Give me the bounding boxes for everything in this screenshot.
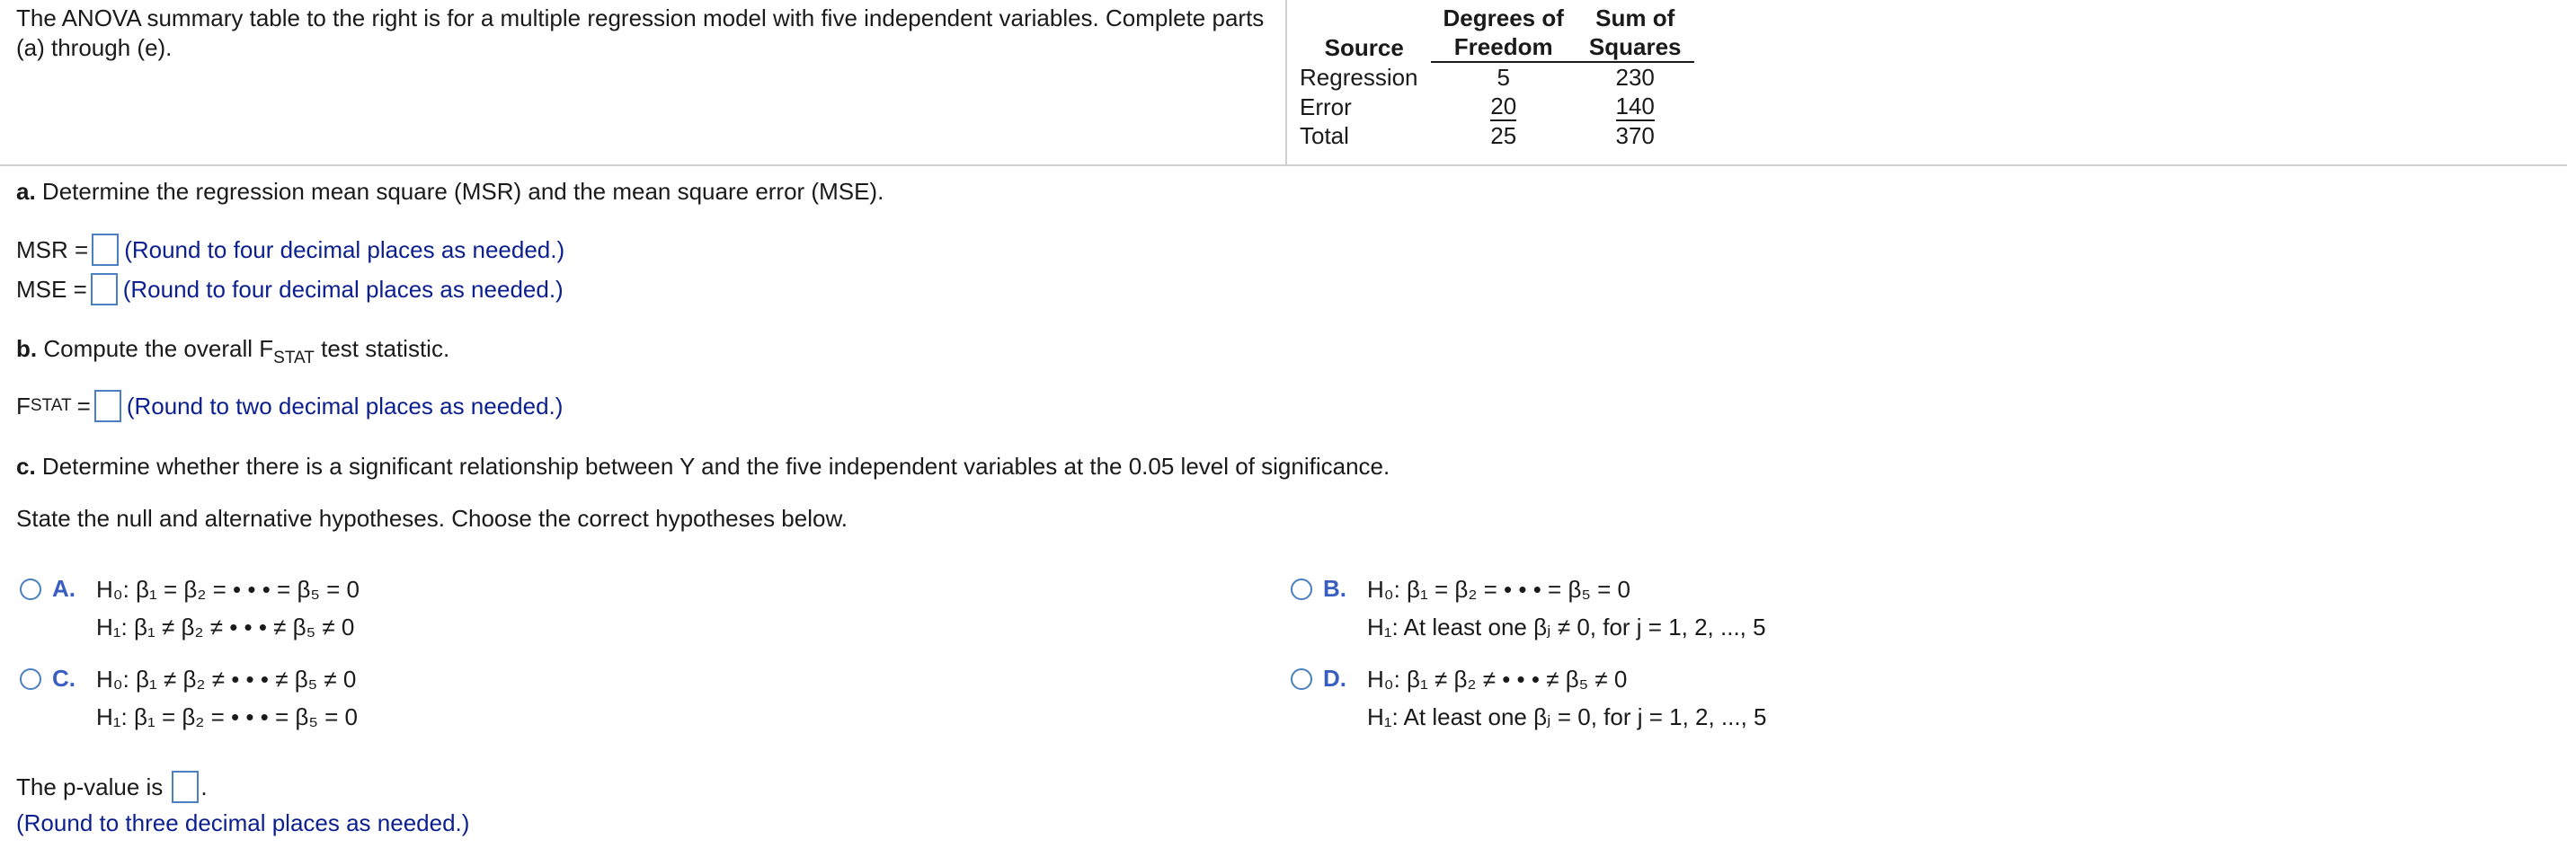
- row-source: Regression: [1300, 63, 1418, 91]
- table-row: [1298, 92, 1694, 121]
- option-d-letter: D.: [1323, 665, 1346, 692]
- header-ss-line1: Sum of: [1595, 4, 1675, 31]
- pvalue-label: The p-value is: [16, 773, 164, 800]
- row-df: 5: [1497, 64, 1510, 91]
- pvalue-row: [16, 771, 208, 803]
- mse-hint: (Round to four decimal places as needed.): [122, 275, 564, 303]
- fstat-row: F STAT = (Round to two decimal places as needed.): [16, 390, 563, 422]
- part-a-label: a.: [16, 178, 36, 205]
- option-b-h0: H₀: β₁ = β₂ = • • • = β₅ = 0: [1367, 576, 1630, 603]
- option-c-h1: H₁: β₁ = β₂ = • • • = β₅ = 0: [96, 703, 358, 730]
- mse-input[interactable]: [91, 273, 118, 305]
- fstat-input[interactable]: [94, 390, 121, 422]
- option-d-radio[interactable]: [1291, 668, 1312, 690]
- pvalue-period: .: [200, 773, 208, 800]
- option-b-letter: B.: [1323, 575, 1346, 602]
- part-b-text-post: test statistic.: [321, 335, 450, 362]
- fstat-label: F: [16, 392, 31, 420]
- hypothesis-instruction: State the null and alternative hypotheses. Choose the correct hypotheses below.: [16, 505, 848, 532]
- row-source: Total: [1300, 122, 1349, 149]
- pvalue-hint: (Round to three decimal places as needed.): [16, 809, 470, 836]
- header-df-line1: Degrees of: [1443, 4, 1564, 31]
- anova-table: [1298, 4, 1694, 150]
- option-b-radio[interactable]: [1291, 579, 1312, 600]
- row-ss: 230: [1615, 64, 1655, 91]
- mse-row: [16, 273, 564, 305]
- part-c-text: Determine whether there is a significant relationship between Y and the five independent variables at the 0.05 level of significance.: [41, 453, 1390, 480]
- option-a-h0: H₀: β₁ = β₂ = • • • = β₅ = 0: [96, 576, 360, 603]
- msr-input[interactable]: [92, 234, 119, 266]
- problem-prompt: The ANOVA summary table to the right is for a multiple regression model with five independent variables. Complete parts (a) through (e).: [16, 4, 1265, 61]
- part-c-question: [16, 452, 1390, 481]
- fstat-eq: =: [76, 392, 91, 420]
- table-row: [1298, 62, 1694, 92]
- msr-row: [16, 234, 564, 266]
- option-d-h0: H₀: β₁ ≠ β₂ ≠ • • • ≠ β₅ ≠ 0: [1367, 666, 1628, 693]
- header-source: Source: [1324, 34, 1404, 61]
- part-b-question: [16, 334, 450, 367]
- part-a-question: [16, 177, 884, 206]
- option-c-h0: H₀: β₁ ≠ β₂ ≠ • • • ≠ β₅ ≠ 0: [96, 666, 357, 693]
- option-a-h1: H₁: β₁ ≠ β₂ ≠ • • • ≠ β₅ ≠ 0: [96, 614, 355, 641]
- option-b-h1: H₁: At least one βⱼ ≠ 0, for j = 1, 2, ..., 5: [1367, 614, 1766, 641]
- header-df-line2: Freedom: [1431, 32, 1577, 62]
- row-ss: 370: [1615, 122, 1655, 149]
- option-d-h1: H₁: At least one βⱼ = 0, for j = 1, 2, ..., 5: [1367, 703, 1767, 730]
- table-row: [1298, 121, 1694, 150]
- fstat-hint: (Round to two decimal places as needed.): [126, 392, 564, 420]
- msr-label: MSR =: [16, 235, 89, 263]
- row-df: 25: [1490, 122, 1517, 149]
- mse-label: MSE =: [16, 275, 87, 303]
- option-c-radio[interactable]: [20, 668, 41, 690]
- part-c-label: c.: [16, 453, 36, 480]
- msr-hint: (Round to four decimal places as needed.): [124, 235, 565, 263]
- horizontal-divider: [0, 164, 2567, 166]
- option-c-letter: C.: [52, 665, 76, 692]
- part-b-text-pre: Compute the overall F: [43, 335, 274, 362]
- part-b-text-sub: STAT: [273, 349, 315, 367]
- pvalue-input[interactable]: [172, 771, 199, 803]
- row-df: 20: [1490, 93, 1517, 119]
- vertical-divider: [1285, 0, 1287, 164]
- part-b-label: b.: [16, 335, 38, 362]
- option-a-radio[interactable]: [20, 579, 41, 600]
- part-a-text: Determine the regression mean square (MSR) and the mean square error (MSE).: [41, 178, 884, 205]
- option-a-letter: A.: [52, 575, 76, 602]
- row-source: Error: [1300, 93, 1352, 120]
- row-ss: 140: [1615, 93, 1655, 119]
- header-ss-line2: Squares: [1577, 32, 1694, 62]
